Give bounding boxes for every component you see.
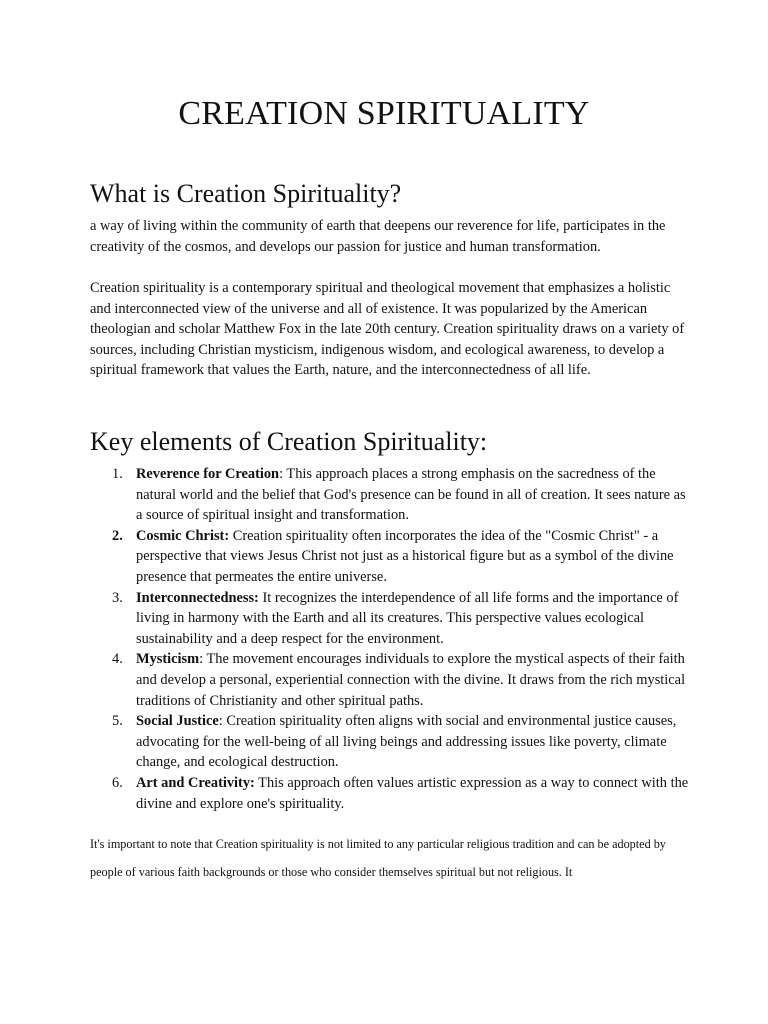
closing-note-paragraph: It's important to note that Creation spirituality is not limited to any particular religious tradition and can be adopted by people of various faith backgrounds or those who consider themselves spiritual but not religious. It: [90, 837, 666, 880]
key-elements-list: [90, 464, 690, 814]
list-item-social-justice: [90, 711, 690, 773]
list-item-mysticism: [90, 649, 690, 711]
list-item-number: 3.: [112, 589, 123, 606]
list-item-term: Cosmic Christ:: [136, 527, 230, 544]
list-item-text: : The movement encourages individuals to explore the mystical aspects of their faith and develop a personal, experiential connection with the divine. It draws from the rich mystical traditions of Christianity and other spiritual paths.: [136, 651, 686, 709]
list-item-reverence: [90, 464, 690, 526]
list-item-text: : This approach places a strong emphasis on the sacredness of the natural world and the belief that God's presence can be found in all of creation. It sees nature as a source of spiritual insight and transformation.: [136, 466, 686, 524]
list-item-interconnectedness: [90, 588, 690, 650]
list-item-term: Social Justice: [136, 713, 219, 730]
list-item-term: Art and Creativity:: [136, 774, 255, 791]
list-item-number: 6.: [112, 774, 123, 791]
list-item-text: It recognizes the interdependence of all life forms and the importance of living in harmony with the Earth and all its creatures. This perspective values ecological sustainability and a deep respect for the environment.: [136, 589, 679, 647]
list-item-term: Mysticism: [136, 651, 200, 668]
list-item-art-creativity: [90, 773, 690, 814]
list-item-term: Reverence for Creation: [136, 466, 280, 482]
list-item-text: : Creation spirituality often aligns with social and environmental justice causes, advocating for the well-being of all living beings and addressing issues like poverty, climate change, and ecological destruction.: [136, 713, 677, 771]
list-item-number: 4.: [112, 651, 123, 668]
page-title: CREATION SPIRITUALITY: [178, 95, 590, 132]
list-item-number: 1.: [112, 466, 123, 482]
section-heading-key-elements: Key elements of Creation Spirituality:: [90, 427, 488, 456]
list-item-term: Interconnectedness:: [136, 589, 259, 606]
intro-paragraph: Creation spirituality is a contemporary spiritual and theological movement that emphasizes a holistic and interconnected view of the universe and all of existence. It was popularized by the American theologian and scholar Matthew Fox in the late 20th century. Creation spirituality draws on a variety of sources, including Christian mysticism, indigenous wisdom, and ecological awareness, to develop a spiritual framework that values the Earth, nature, and the interconnectedness of all life.: [90, 280, 685, 379]
section-heading-what-is: What is Creation Spirituality?: [90, 179, 402, 208]
list-item-cosmic-christ: [90, 526, 690, 588]
definition-paragraph: a way of living within the community of earth that deepens our reverence for life, participates in the creativity of the cosmos, and develops our passion for justice and human transformation.: [90, 218, 666, 255]
list-item-text: Creation spirituality often incorporates the idea of the "Cosmic Christ" - a perspective that views Jesus Christ not just as a historical figure but as a symbol of the divine presence that permeates the entire universe.: [136, 527, 674, 585]
list-item-text: This approach often values artistic expression as a way to connect with the divine and explore one's spirituality.: [136, 774, 689, 812]
list-item-number: 2.: [112, 527, 123, 544]
list-item-number: 5.: [112, 713, 123, 730]
